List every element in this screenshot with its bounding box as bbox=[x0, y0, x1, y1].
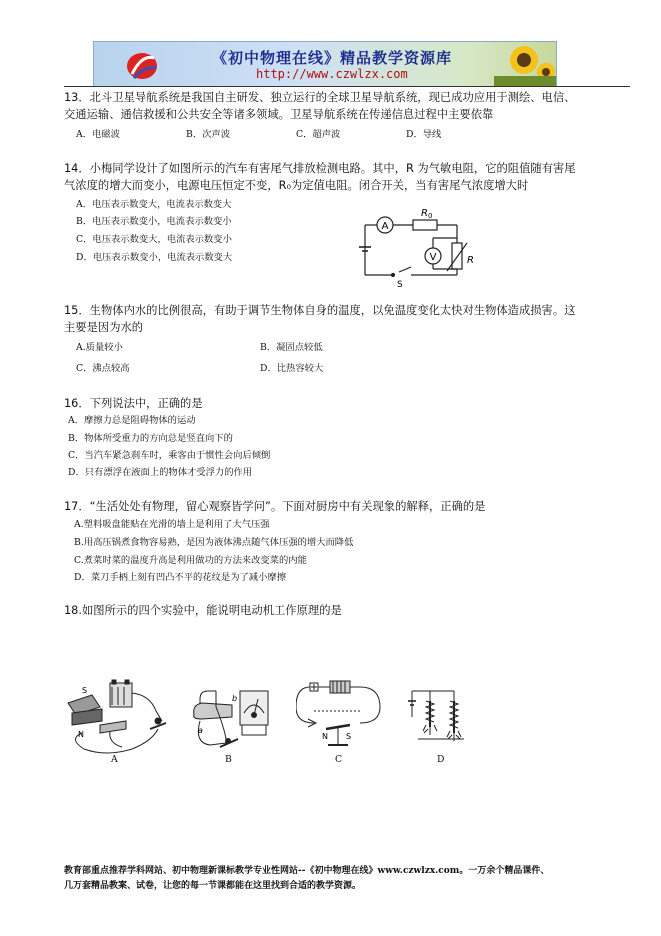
q17-option-c[interactable]: C.煮菜时菜的温度升高是利用做功的方法来改变菜的内能 bbox=[74, 555, 307, 566]
q18-figure-b-a-label: a bbox=[198, 726, 203, 735]
q13-option-b[interactable]: B．次声波 bbox=[186, 129, 231, 140]
q18-figure-b-b-label: b bbox=[232, 694, 238, 703]
q13-line1: 13．北斗卫星导航系统是我国自主研发、独立运行的全球卫星导航系统，现已成功应用于测绘、电信、 bbox=[64, 91, 576, 104]
q17-option-a[interactable]: A.塑料吸盘能贴在光滑的墙上是利用了大气压强 bbox=[74, 519, 270, 530]
q14-r0-subscript: 0 bbox=[428, 212, 433, 220]
q16-option-a[interactable]: A．摩擦力总是阻碍物体的运动 bbox=[68, 415, 196, 426]
q18-figure-c[interactable] bbox=[296, 677, 386, 753]
q14-switch-label: S bbox=[397, 280, 403, 290]
q15-option-b[interactable]: B．凝固点较低 bbox=[260, 342, 323, 353]
q14-ammeter-label: A bbox=[381, 221, 389, 232]
q18-line1: 18.如图所示的四个实验中，能说明电动机工作原理的是 bbox=[64, 604, 342, 617]
q13-line2: 交通运输、通信救援和公共安全等诸多领域。卫星导航系统在传递信息过程中主要依靠 bbox=[64, 108, 494, 121]
q18-figure-c-s-label: S bbox=[346, 732, 352, 741]
q18-figure-a-label[interactable]: A bbox=[111, 754, 118, 765]
q14-option-a[interactable]: A．电压表示数变大，电流表示数变大 bbox=[76, 199, 232, 210]
q14-r-label: R bbox=[467, 255, 474, 266]
q14-option-d[interactable]: D．电压表示数变小，电流表示数变大 bbox=[76, 252, 233, 263]
q17-option-b[interactable]: B.用高压锅煮食物容易熟，是因为液体沸点随气体压强的增大而降低 bbox=[74, 537, 354, 548]
q17-option-d[interactable]: D．菜刀手柄上刻有凹凸不平的花纹是为了减小摩擦 bbox=[74, 572, 286, 583]
q18-figure-a-s-label: S bbox=[82, 686, 88, 695]
q14-voltmeter-label: V bbox=[429, 252, 437, 263]
q13-option-d[interactable]: D．导线 bbox=[406, 129, 442, 140]
logo-icon bbox=[122, 44, 162, 84]
banner-title: 《初中物理在线》精品教学资源库 bbox=[212, 49, 453, 67]
q18-figure-b-label[interactable]: B bbox=[225, 754, 232, 765]
sunflower-icon bbox=[494, 42, 556, 86]
q15-line2: 主要是因为水的 bbox=[64, 321, 144, 334]
q17-line1: 17．“生活处处有物理，留心观察皆学问”。下面对厨房中有关现象的解释，正确的是 bbox=[64, 500, 486, 513]
q14-line1: 14．小梅同学设计了如图所示的汽车有害尾气排放检测电路。其中，R 为气敏电阻，它的阻值随有害尾 bbox=[64, 162, 576, 175]
q18-figure-d-label[interactable]: D bbox=[437, 754, 445, 765]
q13-option-a[interactable]: A．电磁波 bbox=[76, 129, 120, 140]
q16-option-b[interactable]: B．物体所受重力的方向总是竖直向下的 bbox=[68, 433, 233, 444]
banner-url[interactable]: http://www.czwlzx.com bbox=[256, 67, 408, 81]
q18-figure-c-n-label: N bbox=[322, 732, 328, 741]
q14-circuit-diagram bbox=[355, 203, 485, 291]
q16-option-d[interactable]: D．只有漂浮在液面上的物体才受浮力的作用 bbox=[68, 467, 253, 478]
q15-line1: 15．生物体内水的比例很高，有助于调节生物体自身的温度，以免温度变化太快对生物体造成损害。这 bbox=[64, 304, 576, 317]
q15-option-d[interactable]: D．比热容较大 bbox=[260, 363, 324, 374]
q16-line1: 16．下列说法中，正确的是 bbox=[64, 397, 203, 410]
q14-line2: 气浓度的增大而变小，电源电压恒定不变，R₀为定值电阻。闭合开关，当有害尾气浓度增大时 bbox=[64, 179, 529, 192]
q13-option-c[interactable]: C．超声波 bbox=[296, 129, 341, 140]
q14-option-b[interactable]: B．电压表示数变小，电流表示数变小 bbox=[76, 216, 232, 227]
q18-figure-a[interactable] bbox=[62, 677, 172, 765]
header-banner[interactable] bbox=[93, 41, 557, 87]
q18-figure-c-label[interactable]: C bbox=[335, 754, 343, 765]
q18-figure-b[interactable] bbox=[180, 677, 280, 757]
q15-option-a[interactable]: A.质量较小 bbox=[76, 342, 123, 353]
footer-line2: 几万套精品教案、试卷，让您的每一节课都能在这里找到合适的教学资源。 bbox=[64, 881, 362, 891]
q14-option-c[interactable]: C．电压表示数变大，电流表示数变小 bbox=[76, 234, 232, 245]
q16-option-c[interactable]: C．当汽车紧急刹车时，乘客由于惯性会向后倾倒 bbox=[68, 450, 271, 461]
footer-line1: 教育部重点推荐学科网站、初中物理新课标教学专业性网站--《初中物理在线》www.czwlzx.com。一万余个精品课件、 bbox=[64, 866, 550, 876]
q18-figure-a-n-label: N bbox=[78, 730, 84, 739]
q15-option-c[interactable]: C．沸点较高 bbox=[76, 363, 130, 374]
header-rule bbox=[64, 86, 630, 87]
q18-figure-d[interactable] bbox=[404, 677, 474, 753]
q14-r0-label: R bbox=[421, 208, 428, 219]
